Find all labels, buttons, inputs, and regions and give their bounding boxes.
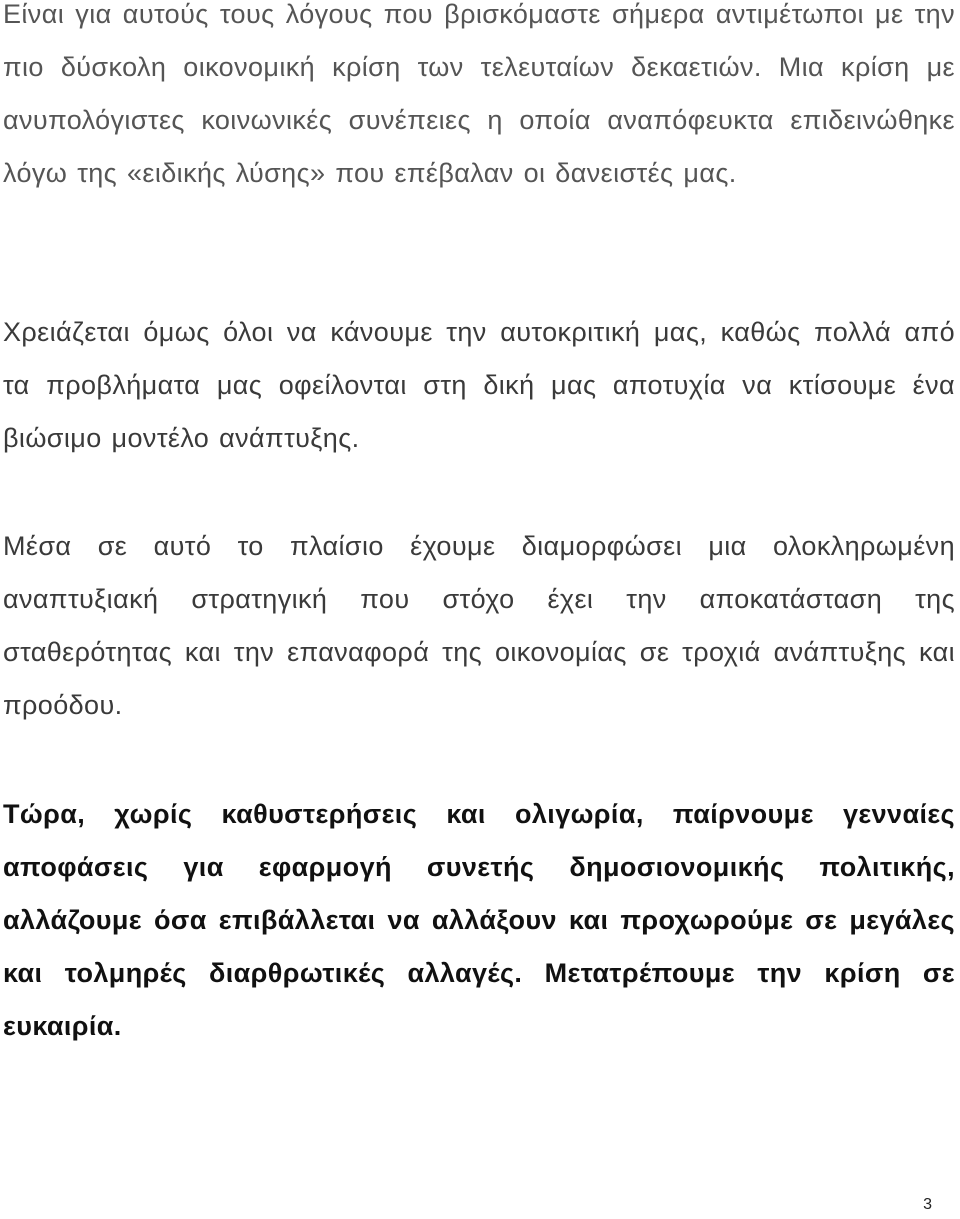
paragraph-4: Τώρα, χωρίς καθυστερήσεις και ολιγωρία, παίρνουμε γενναίες αποφάσεις για εφαρμογή συνετής δημοσιονομικής πολιτικής, αλλάζουμε όσα επιβάλλεται να αλλάξουν και προχωρούμε σε μεγάλες και τολμηρές διαρθρωτικές αλλαγές. Μετατρέπουμε την κρίση σε ευκαιρία. xyxy=(3,799,955,1041)
paragraph-1: Είναι για αυτούς τους λόγους που βρισκόμαστε σήμερα αντιμέτωποι με την πιο δύσκολη οικονομική κρίση των τελευταίων δεκαετιών. Μια κρίση με ανυπολόγιστες κοινωνικές συνέπειες η οποία αναπόφευκτα επιδεινώθηκε λόγω της «ειδικής λύσης» που επέβαλαν οι δανειστές μας. xyxy=(3,0,955,188)
page-number: 3 xyxy=(923,1196,932,1213)
paragraph-2: Χρειάζεται όμως όλοι να κάνουμε την αυτοκριτική μας, καθώς πολλά από τα προβλήματα μας οφείλονται στη δική μας αποτυχία να κτίσουμε ένα βιώσιμο μοντέλο ανάπτυξης. xyxy=(3,317,955,453)
paragraph-3: Μέσα σε αυτό το πλαίσιο έχουμε διαμορφώσει μια ολοκληρωμένη αναπτυξιακή στρατηγική που στόχο έχει την αποκατάσταση της σταθερότητας και την επαναφορά της οικονομίας σε τροχιά ανάπτυξης και προόδου. xyxy=(3,531,955,720)
